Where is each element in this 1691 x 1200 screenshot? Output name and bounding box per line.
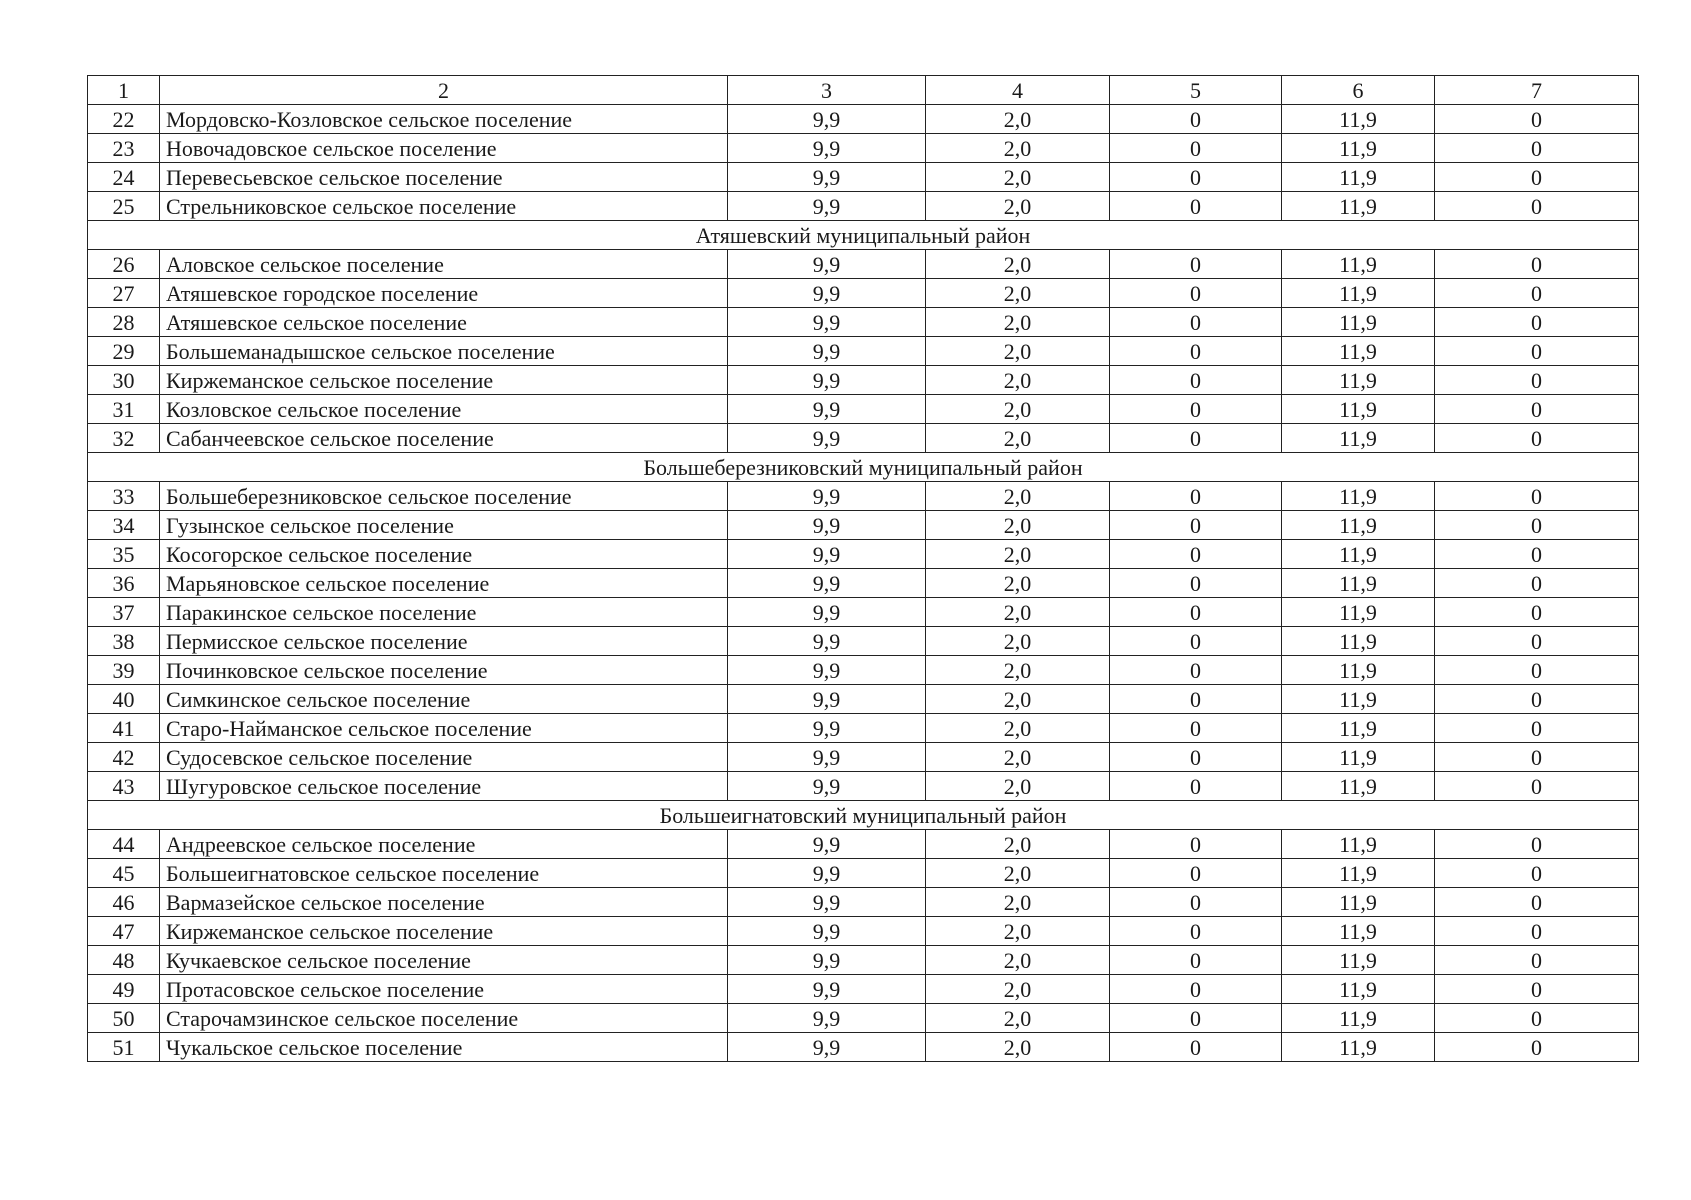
cell-col-3: 9,9 [728, 888, 926, 917]
column-header: 3 [728, 76, 926, 105]
cell-col-5: 0 [1110, 888, 1282, 917]
cell-col-4: 2,0 [926, 888, 1110, 917]
cell-col-7: 0 [1435, 1033, 1639, 1062]
table-row [88, 250, 1639, 279]
cell-col-3: 9,9 [728, 250, 926, 279]
table-row [88, 279, 1639, 308]
cell-col-6: 11,9 [1282, 192, 1435, 221]
district-name: Большеигнатовский муниципальный район [88, 801, 1639, 830]
settlement-name: Симкинское сельское поселение [160, 685, 728, 714]
settlement-name: Протасовское сельское поселение [160, 975, 728, 1004]
settlement-name: Шугуровское сельское поселение [160, 772, 728, 801]
district-row [88, 221, 1639, 250]
district-name: Атяшевский муниципальный район [88, 221, 1639, 250]
cell-col-6: 11,9 [1282, 395, 1435, 424]
table-row [88, 859, 1639, 888]
cell-col-4: 2,0 [926, 395, 1110, 424]
cell-col-5: 0 [1110, 830, 1282, 859]
cell-col-4: 2,0 [926, 656, 1110, 685]
cell-col-6: 11,9 [1282, 975, 1435, 1004]
row-number: 49 [88, 975, 160, 1004]
cell-col-5: 0 [1110, 859, 1282, 888]
table-body [88, 76, 1639, 1062]
cell-col-5: 0 [1110, 424, 1282, 453]
cell-col-6: 11,9 [1282, 888, 1435, 917]
settlement-name: Сабанчеевское сельское поселение [160, 424, 728, 453]
cell-col-5: 0 [1110, 598, 1282, 627]
cell-col-6: 11,9 [1282, 163, 1435, 192]
settlement-name: Большеманадышское сельское поселение [160, 337, 728, 366]
cell-col-7: 0 [1435, 743, 1639, 772]
cell-col-3: 9,9 [728, 830, 926, 859]
row-number: 35 [88, 540, 160, 569]
cell-col-5: 0 [1110, 627, 1282, 656]
row-number: 40 [88, 685, 160, 714]
cell-col-4: 2,0 [926, 627, 1110, 656]
cell-col-7: 0 [1435, 337, 1639, 366]
cell-col-3: 9,9 [728, 279, 926, 308]
cell-col-3: 9,9 [728, 598, 926, 627]
cell-col-7: 0 [1435, 308, 1639, 337]
table-row [88, 163, 1639, 192]
cell-col-5: 0 [1110, 134, 1282, 163]
row-number: 30 [88, 366, 160, 395]
row-number: 32 [88, 424, 160, 453]
cell-col-6: 11,9 [1282, 482, 1435, 511]
cell-col-4: 2,0 [926, 946, 1110, 975]
cell-col-4: 2,0 [926, 134, 1110, 163]
settlement-name: Кучкаевское сельское поселение [160, 946, 728, 975]
settlement-name: Паракинское сельское поселение [160, 598, 728, 627]
settlements-table [87, 75, 1639, 1062]
cell-col-7: 0 [1435, 830, 1639, 859]
cell-col-4: 2,0 [926, 337, 1110, 366]
cell-col-7: 0 [1435, 250, 1639, 279]
cell-col-7: 0 [1435, 511, 1639, 540]
cell-col-3: 9,9 [728, 366, 926, 395]
cell-col-3: 9,9 [728, 975, 926, 1004]
cell-col-4: 2,0 [926, 250, 1110, 279]
cell-col-5: 0 [1110, 250, 1282, 279]
cell-col-5: 0 [1110, 975, 1282, 1004]
cell-col-6: 11,9 [1282, 337, 1435, 366]
cell-col-3: 9,9 [728, 656, 926, 685]
settlement-name: Старо-Найманское сельское поселение [160, 714, 728, 743]
row-number: 29 [88, 337, 160, 366]
district-row [88, 453, 1639, 482]
cell-col-5: 0 [1110, 337, 1282, 366]
table-row [88, 656, 1639, 685]
cell-col-4: 2,0 [926, 192, 1110, 221]
cell-col-6: 11,9 [1282, 946, 1435, 975]
row-number: 45 [88, 859, 160, 888]
table-row [88, 192, 1639, 221]
row-number: 23 [88, 134, 160, 163]
row-number: 46 [88, 888, 160, 917]
cell-col-6: 11,9 [1282, 830, 1435, 859]
cell-col-4: 2,0 [926, 685, 1110, 714]
cell-col-7: 0 [1435, 685, 1639, 714]
cell-col-3: 9,9 [728, 511, 926, 540]
cell-col-7: 0 [1435, 772, 1639, 801]
table-row [88, 337, 1639, 366]
table-row [88, 395, 1639, 424]
cell-col-7: 0 [1435, 1004, 1639, 1033]
cell-col-4: 2,0 [926, 569, 1110, 598]
cell-col-7: 0 [1435, 105, 1639, 134]
settlement-name: Козловское сельское поселение [160, 395, 728, 424]
cell-col-4: 2,0 [926, 511, 1110, 540]
cell-col-7: 0 [1435, 714, 1639, 743]
cell-col-7: 0 [1435, 917, 1639, 946]
cell-col-3: 9,9 [728, 424, 926, 453]
row-number: 50 [88, 1004, 160, 1033]
cell-col-7: 0 [1435, 627, 1639, 656]
cell-col-5: 0 [1110, 395, 1282, 424]
settlement-name: Пермисское сельское поселение [160, 627, 728, 656]
district-row [88, 801, 1639, 830]
cell-col-7: 0 [1435, 569, 1639, 598]
cell-col-5: 0 [1110, 772, 1282, 801]
row-number: 43 [88, 772, 160, 801]
cell-col-3: 9,9 [728, 1033, 926, 1062]
table-row [88, 105, 1639, 134]
row-number: 36 [88, 569, 160, 598]
table-row [88, 134, 1639, 163]
row-number: 33 [88, 482, 160, 511]
cell-col-4: 2,0 [926, 772, 1110, 801]
cell-col-4: 2,0 [926, 917, 1110, 946]
settlement-name: Чукальское сельское поселение [160, 1033, 728, 1062]
cell-col-4: 2,0 [926, 1033, 1110, 1062]
table-row [88, 627, 1639, 656]
settlement-name: Новочадовское сельское поселение [160, 134, 728, 163]
table-row [88, 598, 1639, 627]
table-row [88, 830, 1639, 859]
settlement-name: Гузынское сельское поселение [160, 511, 728, 540]
cell-col-3: 9,9 [728, 395, 926, 424]
cell-col-5: 0 [1110, 308, 1282, 337]
cell-col-5: 0 [1110, 1004, 1282, 1033]
column-number-row [88, 76, 1639, 105]
cell-col-3: 9,9 [728, 946, 926, 975]
row-number: 26 [88, 250, 160, 279]
cell-col-4: 2,0 [926, 743, 1110, 772]
row-number: 24 [88, 163, 160, 192]
cell-col-3: 9,9 [728, 714, 926, 743]
cell-col-7: 0 [1435, 192, 1639, 221]
table-row [88, 366, 1639, 395]
cell-col-4: 2,0 [926, 279, 1110, 308]
cell-col-5: 0 [1110, 105, 1282, 134]
row-number: 48 [88, 946, 160, 975]
settlement-name: Вармазейское сельское поселение [160, 888, 728, 917]
row-number: 37 [88, 598, 160, 627]
cell-col-7: 0 [1435, 134, 1639, 163]
cell-col-5: 0 [1110, 540, 1282, 569]
settlement-name: Атяшевское городское поселение [160, 279, 728, 308]
cell-col-6: 11,9 [1282, 656, 1435, 685]
row-number: 47 [88, 917, 160, 946]
table-row [88, 1004, 1639, 1033]
cell-col-7: 0 [1435, 424, 1639, 453]
cell-col-4: 2,0 [926, 366, 1110, 395]
cell-col-6: 11,9 [1282, 1033, 1435, 1062]
cell-col-7: 0 [1435, 482, 1639, 511]
table-row [88, 308, 1639, 337]
cell-col-3: 9,9 [728, 482, 926, 511]
cell-col-6: 11,9 [1282, 743, 1435, 772]
row-number: 42 [88, 743, 160, 772]
settlement-name: Большеигнатовское сельское поселение [160, 859, 728, 888]
settlement-name: Киржеманское сельское поселение [160, 917, 728, 946]
row-number: 27 [88, 279, 160, 308]
cell-col-7: 0 [1435, 859, 1639, 888]
cell-col-4: 2,0 [926, 105, 1110, 134]
row-number: 44 [88, 830, 160, 859]
cell-col-3: 9,9 [728, 627, 926, 656]
cell-col-4: 2,0 [926, 830, 1110, 859]
cell-col-3: 9,9 [728, 569, 926, 598]
cell-col-7: 0 [1435, 540, 1639, 569]
cell-col-5: 0 [1110, 685, 1282, 714]
column-header: 5 [1110, 76, 1282, 105]
table-row [88, 772, 1639, 801]
cell-col-5: 0 [1110, 743, 1282, 772]
cell-col-3: 9,9 [728, 337, 926, 366]
cell-col-4: 2,0 [926, 482, 1110, 511]
cell-col-4: 2,0 [926, 424, 1110, 453]
cell-col-4: 2,0 [926, 714, 1110, 743]
cell-col-3: 9,9 [728, 772, 926, 801]
row-number: 25 [88, 192, 160, 221]
cell-col-6: 11,9 [1282, 308, 1435, 337]
cell-col-6: 11,9 [1282, 598, 1435, 627]
cell-col-6: 11,9 [1282, 134, 1435, 163]
cell-col-3: 9,9 [728, 540, 926, 569]
settlement-name: Аловское сельское поселение [160, 250, 728, 279]
cell-col-5: 0 [1110, 917, 1282, 946]
cell-col-4: 2,0 [926, 163, 1110, 192]
cell-col-7: 0 [1435, 279, 1639, 308]
table-row [88, 482, 1639, 511]
table-row [88, 946, 1639, 975]
cell-col-3: 9,9 [728, 685, 926, 714]
table-row [88, 685, 1639, 714]
row-number: 28 [88, 308, 160, 337]
settlement-name: Стрельниковское сельское поселение [160, 192, 728, 221]
settlement-name: Судосевское сельское поселение [160, 743, 728, 772]
cell-col-5: 0 [1110, 656, 1282, 685]
cell-col-6: 11,9 [1282, 917, 1435, 946]
cell-col-5: 0 [1110, 511, 1282, 540]
cell-col-4: 2,0 [926, 975, 1110, 1004]
cell-col-3: 9,9 [728, 192, 926, 221]
cell-col-7: 0 [1435, 656, 1639, 685]
table-row [88, 1033, 1639, 1062]
cell-col-3: 9,9 [728, 163, 926, 192]
table-row [88, 424, 1639, 453]
cell-col-7: 0 [1435, 395, 1639, 424]
column-header: 7 [1435, 76, 1639, 105]
cell-col-6: 11,9 [1282, 714, 1435, 743]
cell-col-6: 11,9 [1282, 540, 1435, 569]
district-name: Большеберезниковский муниципальный район [88, 453, 1639, 482]
cell-col-4: 2,0 [926, 1004, 1110, 1033]
cell-col-4: 2,0 [926, 859, 1110, 888]
cell-col-3: 9,9 [728, 308, 926, 337]
settlement-name: Атяшевское сельское поселение [160, 308, 728, 337]
table-row [88, 540, 1639, 569]
cell-col-6: 11,9 [1282, 685, 1435, 714]
table-row [88, 743, 1639, 772]
cell-col-5: 0 [1110, 482, 1282, 511]
cell-col-6: 11,9 [1282, 366, 1435, 395]
cell-col-4: 2,0 [926, 308, 1110, 337]
cell-col-6: 11,9 [1282, 250, 1435, 279]
cell-col-3: 9,9 [728, 743, 926, 772]
settlement-name: Мордовско-Козловское сельское поселение [160, 105, 728, 134]
row-number: 51 [88, 1033, 160, 1062]
column-header: 4 [926, 76, 1110, 105]
settlement-name: Киржеманское сельское поселение [160, 366, 728, 395]
settlement-name: Перевесьевское сельское поселение [160, 163, 728, 192]
table-row [88, 569, 1639, 598]
settlement-name: Починковское сельское поселение [160, 656, 728, 685]
cell-col-5: 0 [1110, 192, 1282, 221]
cell-col-7: 0 [1435, 366, 1639, 395]
cell-col-6: 11,9 [1282, 859, 1435, 888]
cell-col-7: 0 [1435, 946, 1639, 975]
table-row [88, 511, 1639, 540]
cell-col-3: 9,9 [728, 1004, 926, 1033]
cell-col-5: 0 [1110, 1033, 1282, 1062]
row-number: 41 [88, 714, 160, 743]
cell-col-4: 2,0 [926, 540, 1110, 569]
cell-col-7: 0 [1435, 888, 1639, 917]
settlement-name: Старочамзинское сельское поселение [160, 1004, 728, 1033]
row-number: 38 [88, 627, 160, 656]
cell-col-6: 11,9 [1282, 569, 1435, 598]
row-number: 22 [88, 105, 160, 134]
cell-col-7: 0 [1435, 163, 1639, 192]
cell-col-7: 0 [1435, 975, 1639, 1004]
cell-col-5: 0 [1110, 279, 1282, 308]
cell-col-3: 9,9 [728, 105, 926, 134]
cell-col-5: 0 [1110, 366, 1282, 395]
table-row [88, 888, 1639, 917]
column-header: 2 [160, 76, 728, 105]
cell-col-3: 9,9 [728, 859, 926, 888]
cell-col-6: 11,9 [1282, 1004, 1435, 1033]
table-row [88, 917, 1639, 946]
cell-col-6: 11,9 [1282, 627, 1435, 656]
settlement-name: Большеберезниковское сельское поселение [160, 482, 728, 511]
row-number: 39 [88, 656, 160, 685]
table-row [88, 714, 1639, 743]
cell-col-4: 2,0 [926, 598, 1110, 627]
cell-col-3: 9,9 [728, 917, 926, 946]
cell-col-5: 0 [1110, 946, 1282, 975]
cell-col-5: 0 [1110, 163, 1282, 192]
settlement-name: Марьяновское сельское поселение [160, 569, 728, 598]
column-header: 6 [1282, 76, 1435, 105]
cell-col-6: 11,9 [1282, 772, 1435, 801]
cell-col-6: 11,9 [1282, 424, 1435, 453]
cell-col-5: 0 [1110, 569, 1282, 598]
settlement-name: Андреевское сельское поселение [160, 830, 728, 859]
cell-col-6: 11,9 [1282, 511, 1435, 540]
cell-col-6: 11,9 [1282, 105, 1435, 134]
cell-col-7: 0 [1435, 598, 1639, 627]
cell-col-6: 11,9 [1282, 279, 1435, 308]
table-row [88, 975, 1639, 1004]
column-header: 1 [88, 76, 160, 105]
row-number: 31 [88, 395, 160, 424]
row-number: 34 [88, 511, 160, 540]
cell-col-3: 9,9 [728, 134, 926, 163]
cell-col-5: 0 [1110, 714, 1282, 743]
settlement-name: Косогорское сельское поселение [160, 540, 728, 569]
